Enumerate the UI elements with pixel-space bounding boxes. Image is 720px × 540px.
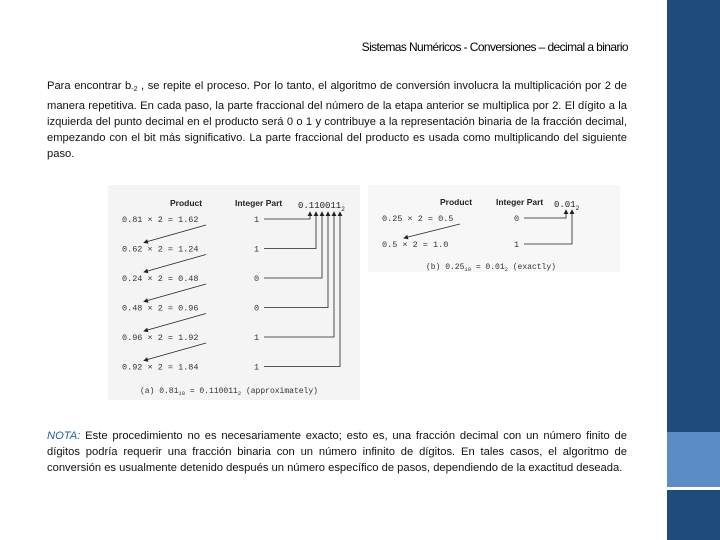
product-a-0: 0.81 × 2 = 1.62 <box>122 215 199 225</box>
carry-arrow-a-1 <box>144 255 206 273</box>
carry-arrow-a-2 <box>144 284 206 302</box>
bit-a-1: 1 <box>254 244 260 255</box>
caption-b: (b) $0.25_{10} = 0.01_2$ (exactly) <box>426 263 556 272</box>
carry-arrow-a-4 <box>144 343 206 361</box>
header-product: Product <box>440 197 473 207</box>
connector-a-4 <box>264 212 334 337</box>
side-bar-accent <box>667 432 720 487</box>
bit-b-1: 1 <box>514 240 520 250</box>
connector-a-5 <box>264 212 340 367</box>
side-bar-top <box>667 0 720 432</box>
paragraph-intro: Para encontrar $b_{-2}$ , se repite el proceso. Por lo tanto, el algoritmo de conversión involucra la multiplicación por 2 de manera repetitiva. En cada paso, la parte fraccional del número de la etapa anterior se multiplica por 2. El dígito a la izquierda del punto decimal en el producto será 0 o 1 y contribuye a la representación binaria de la fracción decimal, empezando con el bit más significativo. La parte fraccional del producto es usada como multiplicando del siguiente paso. <box>47 80 627 160</box>
result-binary: $0.110011_2$ <box>298 201 345 213</box>
product-a-5: 0.92 × 2 = 1.84 <box>122 362 199 373</box>
figure-b-diagram <box>368 185 620 272</box>
rows-a <box>122 212 340 373</box>
bit-a-4: 1 <box>254 333 260 343</box>
figure-a <box>108 185 360 400</box>
connector-a-1 <box>264 212 316 249</box>
product-a-2: 0.24 × 2 = 0.48 <box>122 274 199 284</box>
carry-arrow-a-3 <box>144 314 206 332</box>
connector-b-1 <box>524 210 572 244</box>
subscript: -2 <box>131 86 138 93</box>
product-a-4: 0.96 × 2 = 1.92 <box>122 333 199 343</box>
connector-a-3 <box>264 212 328 308</box>
figure-b <box>368 185 620 272</box>
note-label: NOTA: <box>47 430 81 442</box>
carry-arrow-a-0 <box>144 225 206 243</box>
bit-a-5: 1 <box>254 362 260 373</box>
product-b-1: 0.5 × 2 = 1.0 <box>382 240 449 250</box>
product-a-3: 0.48 × 2 = 0.96 <box>122 303 199 314</box>
caption-a: (a) $0.81_{10} = 0.110011_2$ (approximately) <box>140 387 318 397</box>
bit-a-3: 0 <box>254 303 260 314</box>
rows-b <box>382 210 572 250</box>
paragraph-note: NOTA: Este procedimiento no es necesariamente exacto; esto es, una fracción decimal con un número finito de dígitos podría requerir una fracción binaria con un número infinito de dígitos. En tales casos, el algoritmo de conversión es usualmente detenido después un número específico de pasos, dependiendo de la exactitud deseada. <box>47 430 627 474</box>
figure-a-diagram <box>108 185 360 400</box>
product-a-1: 0.62 × 2 = 1.24 <box>122 244 199 255</box>
product-b-0: 0.25 × 2 = 0.5 <box>382 214 454 224</box>
carry-arrow-b-0 <box>404 224 460 238</box>
bit-b-0: 0 <box>514 214 520 224</box>
connector-b-0 <box>524 210 566 218</box>
side-decoration <box>664 0 720 540</box>
bit-a-2: 0 <box>254 274 260 284</box>
connector-a-0 <box>264 212 310 219</box>
header-integer-part: Integer Part <box>235 198 283 208</box>
header-product: Product <box>170 198 203 208</box>
connector-a-2 <box>264 212 322 278</box>
slide-title: Sistemas Numéricos - Conversiones – decimal a binario <box>361 40 628 54</box>
result-binary: $0.01_2$ <box>554 200 580 212</box>
side-bar-bottom <box>667 490 720 540</box>
bit-a-0: 1 <box>254 215 260 225</box>
header-integer-part: Integer Part <box>496 197 544 207</box>
